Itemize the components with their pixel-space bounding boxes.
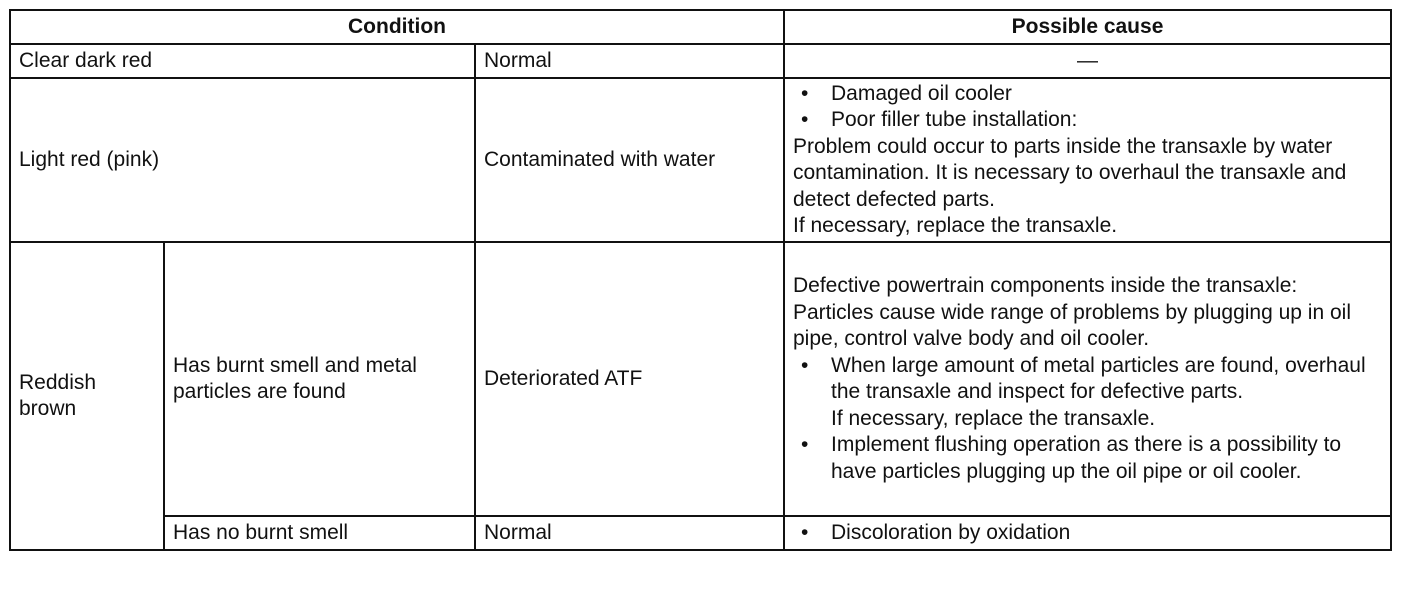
possible-cause-cell: —: [784, 44, 1391, 78]
condition-result-cell: Contaminated with water: [475, 78, 784, 242]
fluid-color-cell: Clear dark red: [10, 44, 475, 78]
cause-bullet-list: [793, 353, 1382, 486]
cause-text: If necessary, replace the transaxle.: [793, 214, 1118, 237]
cause-text: Problem could occur to parts inside the transaxle by water contamination. It is necessary to overhaul the transaxle and detect defected parts.: [793, 134, 1347, 211]
cause-bullet-text: • When large amount of metal particles are found, overhaul the transaxle and inspect for defective parts.: [831, 353, 1366, 403]
fluid-color-cell: Reddish brown: [10, 242, 164, 550]
cause-bullet-list: [793, 81, 1382, 134]
table-row: [10, 516, 1391, 550]
cause-bullet-note: If necessary, replace the transaxle.: [831, 406, 1156, 430]
condition-header: Condition: [10, 10, 784, 44]
cause-bullet: • Damaged oil cooler: [793, 81, 1382, 108]
table-header-row: [10, 10, 1391, 44]
cause-text: Particles cause wide range of problems by plugging up in oil pipe, control valve body and oil cooler.: [793, 300, 1351, 350]
cause-bullet-list: [793, 520, 1382, 547]
possible-cause-cell: [784, 516, 1391, 550]
fluid-color-cell: Light red (pink): [10, 78, 475, 242]
condition-result-cell: Deteriorated ATF: [475, 242, 784, 516]
cause-bullet: • Poor filler tube installation:: [793, 107, 1382, 134]
table-row: [10, 78, 1391, 242]
smell-cell: Has no burnt smell: [164, 516, 475, 550]
smell-cell: Has burnt smell and metal particles are found: [164, 242, 475, 516]
possible-cause-cell: [784, 78, 1391, 242]
cause-bullet: • Implement flushing operation as there is a possibility to have particles plugging up the oil pipe or oil cooler.: [793, 432, 1382, 485]
cause-text: Defective powertrain components inside the transaxle:: [793, 274, 1298, 297]
atf-condition-table: [9, 9, 1392, 551]
possible-cause-cell: [784, 242, 1391, 516]
condition-result-cell: Normal: [475, 516, 784, 550]
table-row: [10, 44, 1391, 78]
cause-bullet: [793, 353, 1382, 433]
table-row: [10, 242, 1391, 516]
cause-bullet: • Discoloration by oxidation: [793, 520, 1382, 547]
condition-result-cell: Normal: [475, 44, 784, 78]
possible-cause-header: Possible cause: [784, 10, 1391, 44]
